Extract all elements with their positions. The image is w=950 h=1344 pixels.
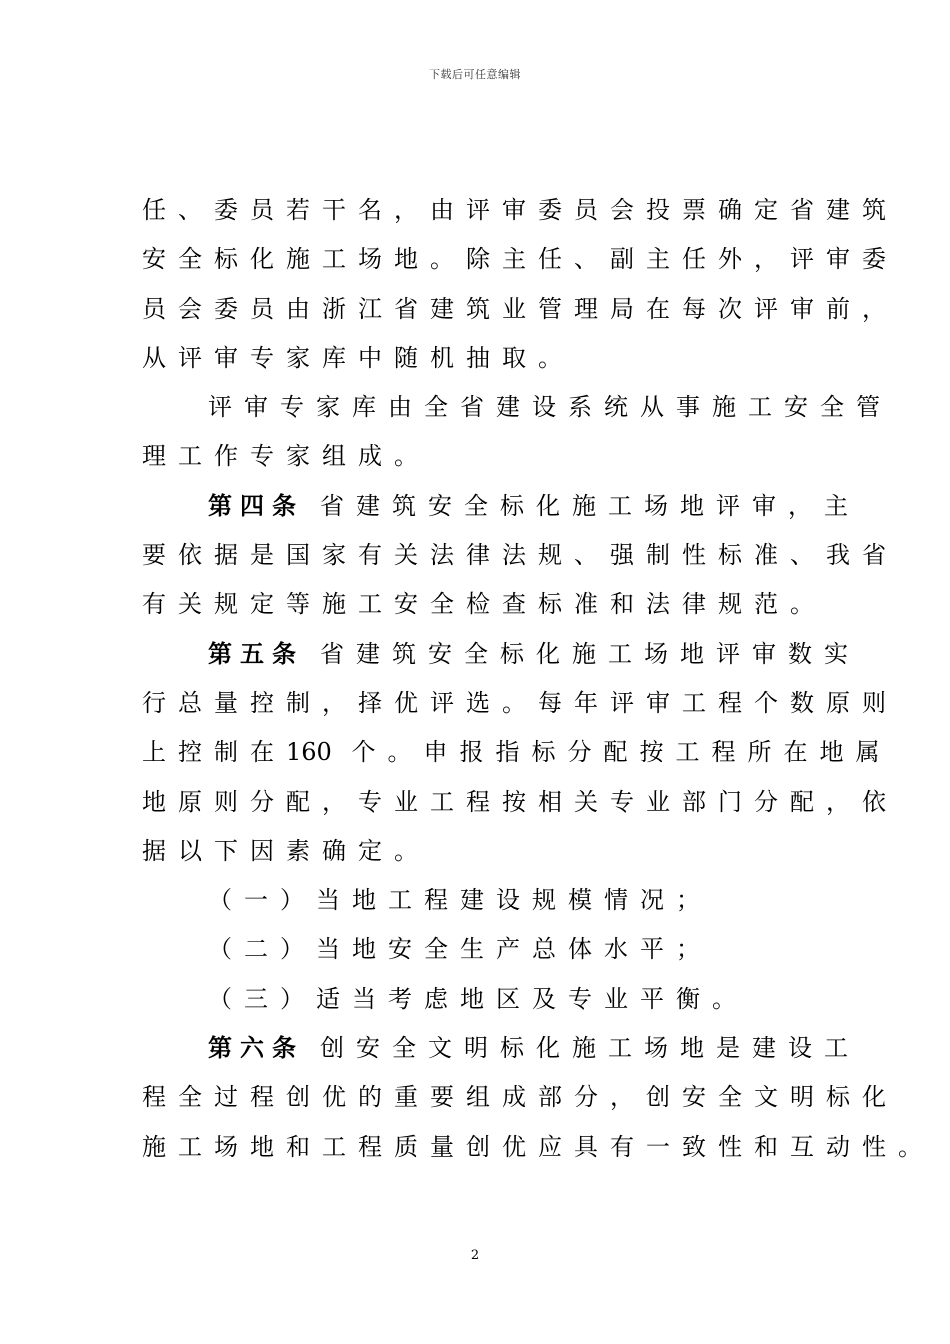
article-heading: 第四条: [208, 491, 304, 520]
text-line: 上控制在160 个。申报指标分配按工程所在地属: [142, 738, 892, 767]
article-6-line: 第六条 创安全文明标化施工场地是建设工: [208, 1034, 860, 1063]
article-heading: 第六条: [208, 1034, 304, 1063]
text-line: 任、委员若干名，由评审委员会投票确定省建筑: [142, 196, 898, 224]
text-line: 安全标化施工场地。除主任、副主任外，评审委: [142, 245, 898, 274]
text-line: 据以下因素确定。: [142, 836, 430, 865]
paragraph-start-line: 评审专家库由全省建设系统从事施工安全管: [208, 393, 892, 422]
text-line: 员会委员由浙江省建筑业管理局在每次评审前，: [142, 294, 898, 323]
list-item: （一）当地工程建设规模情况；: [208, 886, 712, 915]
text-line: 有关规定等施工安全检查标准和法律规范。: [142, 590, 826, 619]
document-body: [142, 186, 934, 1172]
text-line: 行总量控制，择优评选。每年评审工程个数原则: [142, 688, 898, 717]
article-5-line: 第五条 省建筑安全标化施工场地评审数实: [208, 639, 860, 668]
page-header: 下载后可任意编辑: [429, 68, 521, 81]
article-heading: 第五条: [208, 639, 304, 668]
page-number: 2: [470, 1248, 480, 1263]
text-line: 程全过程创优的重要组成部分，创安全文明标化: [142, 1083, 898, 1112]
list-item: （二）当地安全生产总体水平；: [208, 935, 712, 964]
text-line: 地原则分配，专业工程按相关专业部门分配，依: [142, 787, 898, 816]
article-4-line: 第四条 省建筑安全标化施工场地评审，主: [208, 491, 860, 520]
text-line: 理工作专家组成。: [142, 442, 430, 471]
quota-number: 160: [286, 738, 332, 767]
text-line: 要依据是国家有关法律法规、强制性标准、我省: [142, 541, 898, 570]
list-item: （三）适当考虑地区及专业平衡。: [208, 984, 748, 1013]
text-line: 施工场地和工程质量创优应具有一致性和互动性。: [142, 1132, 934, 1161]
text-line: 从评审专家库中随机抽取。: [142, 343, 574, 372]
